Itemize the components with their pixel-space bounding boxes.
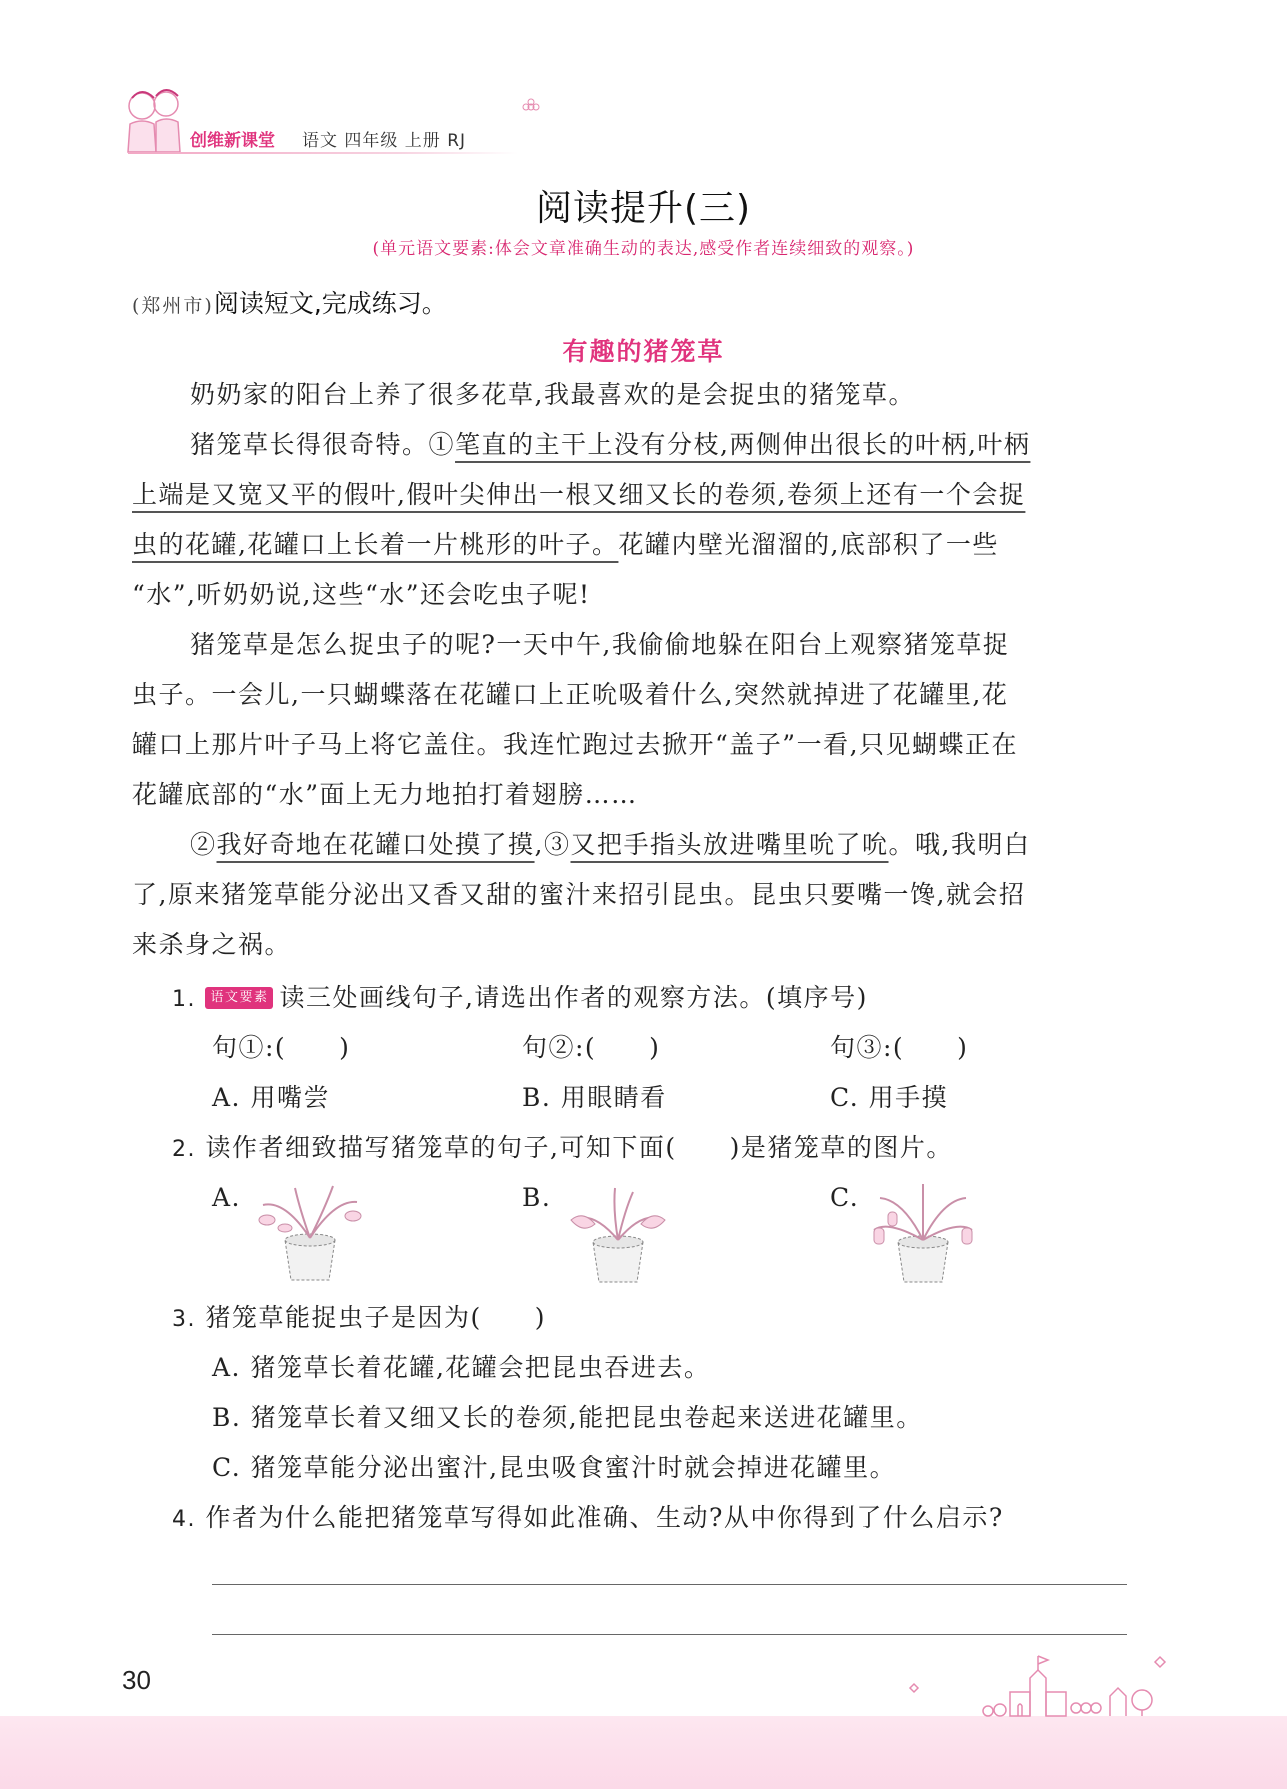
- header-brand: 创维新课堂: [190, 131, 275, 151]
- q3-option-b: B. 猪笼草长着又细又长的卷须,能把昆虫卷起来送进花罐里。: [212, 1403, 923, 1432]
- q2-option-b: B.: [522, 1183, 552, 1212]
- question-3: [172, 1293, 546, 1345]
- yuwen-element-badge: 语文要素: [205, 987, 273, 1009]
- q1-option-b: B. 用眼睛看: [522, 1083, 667, 1112]
- footer-band: [0, 1716, 1287, 1789]
- q1-blank-1[interactable]: 句①:( ): [212, 1033, 351, 1062]
- q2-option-c: C.: [830, 1183, 860, 1212]
- p3-line-3: 罐口上那片叶子马上将它盖住。我连忙跑过去掀开“盖子”一看,只见蝴蝶正在: [132, 730, 1019, 759]
- pitcher-plant-image-b[interactable]: [563, 1180, 673, 1285]
- question-2-number: 2.: [172, 1137, 196, 1162]
- mark-1: ①: [428, 430, 456, 459]
- header-girls-illustration: [120, 84, 192, 156]
- p4-comma: ,: [534, 830, 544, 859]
- passage-paragraph-3: [132, 620, 1127, 820]
- pitcher-plant-image-c[interactable]: [868, 1180, 978, 1285]
- question-1-number: 1.: [172, 987, 196, 1012]
- question-4-number: 4.: [172, 1507, 196, 1532]
- mark-3: ③: [543, 830, 571, 859]
- underlined-sentence-1: 笔直的主干上没有分枝,两侧伸出很长的叶柄,叶柄: [455, 430, 1031, 459]
- underlined-sentence-2: 我好奇地在花罐口处摸了摸: [216, 830, 535, 859]
- p2-tail-2: “水”,听奶奶说,这些“水”还会吃虫子呢!: [132, 580, 591, 609]
- page-number: 30: [122, 1665, 151, 1695]
- q2-option-a: A.: [212, 1183, 242, 1212]
- p3-line-4: 花罐底部的“水”面上无力地拍打着翅膀……: [132, 780, 638, 809]
- p4-line-3: 来杀身之祸。: [132, 930, 292, 959]
- castle-decoration-icon: [880, 1648, 1170, 1718]
- question-2-text[interactable]: 读作者细致描写猪笼草的句子,可知下面( )是猪笼草的图片。: [205, 1133, 953, 1162]
- mark-2: ②: [190, 830, 217, 859]
- q3-option-c: C. 猪笼草能分泌出蜜汁,昆虫吸食蜜汁时就会掉进花罐里。: [212, 1453, 897, 1482]
- p4-tail: 。哦,我明白: [888, 830, 1031, 859]
- q1-option-a: A. 用嘴尝: [212, 1083, 330, 1112]
- question-4: [172, 1493, 1004, 1545]
- question-3-number: 3.: [172, 1307, 196, 1332]
- question-1: [172, 973, 868, 1025]
- q1-blank-3[interactable]: 句③:( ): [830, 1033, 969, 1062]
- p4-line-2: 了,原来猪笼草能分泌出又香又甜的蜜汁来招引昆虫。昆虫只要嘴一馋,就会招: [132, 880, 1026, 909]
- underlined-sentence-1-cont: 上端是又宽又平的假叶,假叶尖伸出一根又细又长的卷须,卷须上还有一个会捉: [132, 480, 1026, 509]
- answer-line-2[interactable]: [212, 1634, 1127, 1635]
- unit-element-subtitle: (单元语文要素:体会文章准确生动的表达,感受作者连续细致的观察。): [372, 239, 915, 259]
- passage-paragraph-1: 奶奶家的阳台上养了很多花草,我最喜欢的是会捉虫的猪笼草。: [190, 380, 915, 409]
- p2-lead: 猪笼草长得很奇特。: [190, 430, 429, 459]
- q1-option-c: C. 用手摸: [830, 1083, 949, 1112]
- p3-line-1: 猪笼草是怎么捉虫子的呢?一天中午,我偷偷地躲在阳台上观察猪笼草捉: [190, 630, 1010, 659]
- p2-tail: 花罐内壁光溜溜的,底部积了一些: [618, 530, 999, 559]
- passage-paragraph-4: [132, 820, 1127, 970]
- page-title: 阅读提升(三): [535, 188, 752, 229]
- underlined-sentence-1-end: 虫的花罐,花罐口上长着一片桃形的叶子。: [132, 530, 619, 559]
- q3-option-a: A. 猪笼草长着花罐,花罐会把昆虫吞进去。: [212, 1353, 711, 1382]
- question-3-text[interactable]: 猪笼草能捉虫子是因为( ): [205, 1303, 546, 1332]
- pitcher-plant-image-a[interactable]: [255, 1180, 365, 1285]
- underlined-sentence-3: 又把手指头放进嘴里吮了吮: [570, 830, 889, 859]
- q1-blank-2[interactable]: 句②:( ): [522, 1033, 661, 1062]
- passage-paragraph-2: [132, 420, 1127, 620]
- instruction: [132, 284, 447, 320]
- question-1-text: 读三处画线句子,请选出作者的观察方法。(填序号): [279, 983, 868, 1012]
- passage-title: 有趣的猪笼草: [562, 337, 725, 366]
- answer-line-1[interactable]: [212, 1584, 1127, 1585]
- p3-line-2: 虫子。一会儿,一只蝴蝶落在花罐口上正吮吸着什么,突然就掉进了花罐里,花: [132, 680, 1009, 709]
- instruction-text: 阅读短文,完成练习。: [213, 289, 447, 318]
- header-divider: [128, 152, 518, 154]
- flower-icon: [522, 98, 540, 116]
- question-2: [172, 1123, 953, 1175]
- instruction-source: (郑州市): [132, 295, 214, 317]
- header-subject: 语文 四年级 上册 RJ: [302, 131, 467, 151]
- question-4-text: 作者为什么能把猪笼草写得如此准确、生动?从中你得到了什么启示?: [205, 1503, 1004, 1532]
